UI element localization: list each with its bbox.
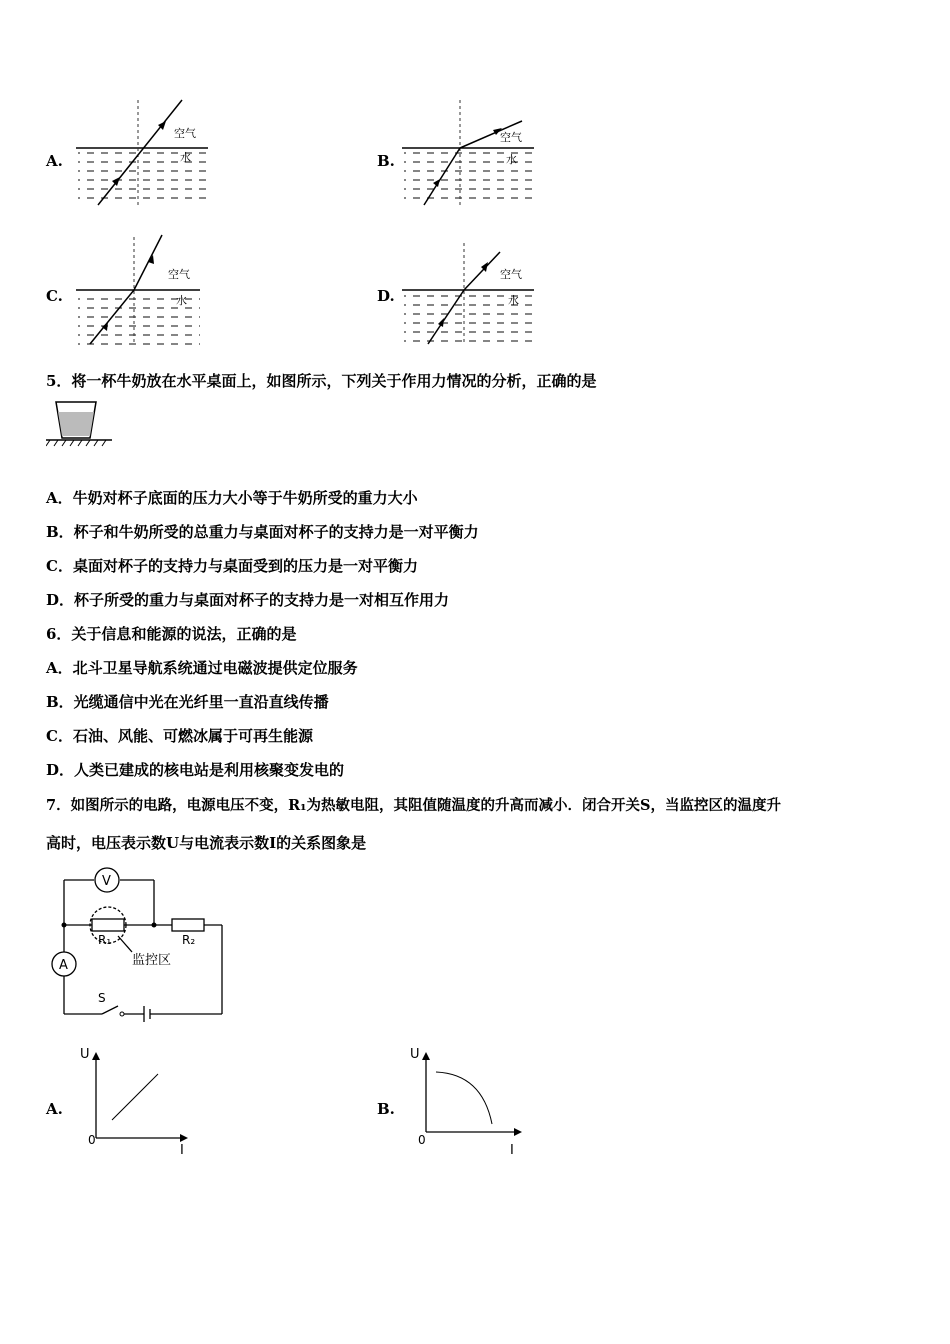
voltmeter-label: V [102,874,111,889]
air-text: 空气 [500,268,522,281]
q7-graph-b [406,1042,530,1160]
ammeter-label: A [59,958,68,973]
q4-option-b-diagram [398,95,538,210]
q6-option-a: A．北斗卫星导航系统通过电磁波提供定位服务 [46,659,358,677]
q5-option-c: C．桌面对杯子的支持力与桌面受到的压力是一对平衡力 [46,557,418,575]
q5-option-d: D．杯子所受的重力与桌面对杯子的支持力是一对相互作用力 [46,591,450,609]
q4-option-a-diagram [72,95,212,210]
q7-option-b-label: B. [377,1100,395,1118]
q6-option-c: C．石油、风能、可燃冰属于可再生能源 [46,727,313,745]
q5-stem: 5．将一杯牛奶放在水平桌面上，如图所示，下列关于作用力情况的分析，正确的是 [46,372,597,390]
q6-stem: 6．关于信息和能源的说法，正确的是 [46,625,297,643]
q4-option-d-diagram [398,238,538,353]
water-text: 水 [180,151,191,164]
q7-stem-line1: 7．如图所示的电路，电源电压不变，R₁为热敏电阻，其阻值随温度的升高而减小．闭合开关S，当监控区的温度升 [46,797,781,814]
q7-graph-a [76,1042,196,1160]
q6-option-b: B．光缆通信中光在光纤里一直沿直线传播 [46,693,329,711]
water-text: 水 [508,294,519,307]
switch-label: S [98,991,106,1005]
origin-label: 0 [88,1133,96,1147]
milk-cup-figure [46,398,116,450]
q7-circuit-diagram [46,862,236,1022]
q5-option-a: A．牛奶对杯子底面的压力大小等于牛奶所受的重力大小 [46,489,418,507]
air-text: 空气 [500,131,522,144]
q6-option-d: D．人类已建成的核电站是利用核聚变发电的 [46,761,345,779]
q4-option-b-label: B. [377,152,395,170]
q4-option-a-label: A. [46,152,63,170]
q4-option-c-label: C. [46,287,63,305]
x-axis-label: I [180,1143,184,1158]
water-text: 水 [176,294,187,307]
air-text: 空气 [174,127,196,140]
q7-option-a-label: A. [46,1100,63,1118]
q4-option-c-diagram [72,232,212,347]
r1-label: R₁ [98,933,112,947]
origin-label: 0 [418,1133,426,1147]
r2-label: R₂ [182,933,196,947]
q4-option-d-label: D. [377,287,395,305]
monitor-zone-label: 监控区 [132,953,172,968]
y-axis-label: U [410,1047,420,1062]
water-text: 水 [506,153,517,166]
air-text: 空气 [168,268,190,281]
y-axis-label: U [80,1047,90,1062]
x-axis-label: I [510,1143,514,1158]
q5-option-b: B．杯子和牛奶所受的总重力与桌面对杯子的支持力是一对平衡力 [46,523,479,541]
q7-stem-line2: 高时，电压表示数U与电流表示数I的关系图象是 [46,834,367,852]
